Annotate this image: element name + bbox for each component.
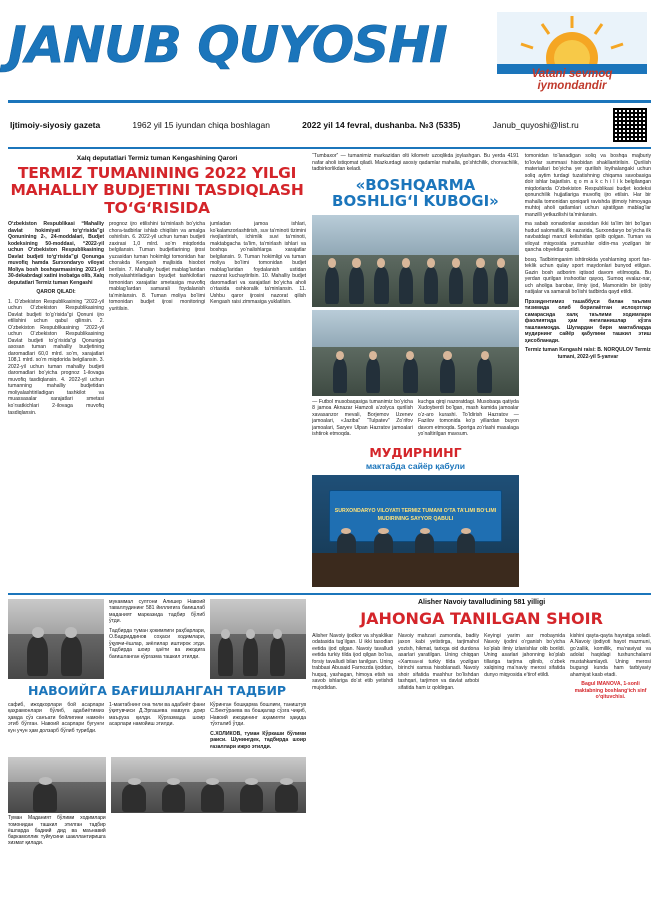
- paper-type: Ijtimoiy-siyosiy gazeta: [10, 120, 101, 130]
- decree-body-3: jumladan jamoa ishlari, ko‘kalamzorlashtirish, suv ta’minoti tizimini rivojlantirish, ichimlik suvi ta’minoti, maktabgacha ta’lim, ta’mirlash ishlari va boshqa yo‘nalishlarga xarajatlar belgilansin. 9. Tuman hokimligi va tuman moliya bo‘limi tomonidan budjet mablag‘laridan foydalanish ustidan nazorat kuchaytirilsin. 10. Mahalliy budjet daromadlari va xarajatlari bo‘yicha aholi o‘rtasida oshkoralik ta’minlansin. 11. Ushbu qaror ijrosini nazorat qilish Kengash raisi zimmasiga yuklatilsin.: [210, 221, 307, 306]
- sports-caption-right: kuchga qirqi nazoratdagi. Musobaqa qatiyda Xudoyberdi bo‘lgan, mash kamida jamoalar o‘z-aro kurashi. To‘ldirish Hazratov — Fazilov tomonida ko‘p yillardan buyon davom etmoqda. Sportga zo‘rlashi masalaga yo‘naltirilgan mavsum.: [417, 398, 519, 438]
- navoiyga-signature: С.ХОЛИКОВ, туман Кўркаши бўлими раиси. Шунингдек, тадбирда шоир ғазаллари ижро этилди.: [210, 730, 307, 750]
- navoiyga-body-3: 1-мактабнинг она тили ва адабиёт фани ўқитувчиси Д.Эргашева мавзуга доир маъруза қилди. Кўргазмада шоир асарлари намойиш этилди.: [109, 701, 206, 728]
- navoiyga-caption: Туман Маданият бўлими ходимлари томонидан ташкил этилган тадбир ёшларда бадиий дид ва маънавий баркамоллик туйғусини шакллантиришга хизмат қилади.: [8, 815, 106, 847]
- decree-kicker: Xalq deputatlari Termiz tuman Kengashining Qarori: [76, 155, 238, 162]
- navoiyga-article: [8, 599, 306, 850]
- slogan: Vatani sevmoq iymondandir: [531, 68, 613, 92]
- navoiy-signature: Bagul IMANOVA, 1-sonli maktabning boshlang‘ich sinf o‘qituvchisi.: [574, 681, 647, 701]
- sports-caption-left: — Futbol musobaqasiga tumanimiz bo‘yicha 8 jamoa Aknazar Hamzoli a’zolyca qurilish xavasanzor mevali, Borjemov Uzenev jamoalari, «Jaziba” “Tulpatev” Zo‘rifov jamoalari, Saryev Ulpan Hazratov jamoalari ishtirok etmoqda.: [312, 398, 413, 438]
- sports-lead-2: ma sabab xonadonlar asosidan ikki ta’lim biri bo‘lgan hudud salomatlik, ilk nazarida, Surxondaryo bo‘yicha ilk navbatdagi manzil kelishidan qolib qolgan. Tuman va viloyat miqyosida yumushlar oldin-ma yozilgan bir qancha obyektlar qurildi.: [524, 221, 651, 254]
- sports-photo-2: [312, 310, 519, 396]
- founded-date: 1962 yil 15 iyundan chiqa boshlagan: [132, 120, 270, 130]
- navoiyga-photo-2: [210, 599, 306, 679]
- divider-top-2: [8, 147, 651, 149]
- divider-bottom: [8, 593, 651, 595]
- sports-photo-1: [312, 215, 519, 307]
- sports-article: [312, 153, 519, 587]
- navoiyga-body-2: сафиб, ижодкорлари бой асарлари қаҳрамонлари бўлиб, адабиётимиз ҳамда сўз санъати бойлигини намоён этиб бўлган. Навоий асарлари бугунги кун учун ҳам долзарб бўлиб турибди.: [8, 701, 105, 734]
- navoiyga-body-4: Кўринган бошқарма бошлиғи, таништув С.Бектўраева ва бошқалар сўзга чиқиб, Навоий ижодининг аҳамияти ҳақида тўхталиб ўтди.: [210, 701, 307, 728]
- decree-side-column: [525, 153, 651, 587]
- navoiy-body-2: Navoiy mahzari zamonda, badiiy jaxon kabi yetistirga, tarjimahol yozish, hikmat, tarixga oid durdona asarlari yaratilgan. Uning chiqqan «Xamsa»si turkiy tilda yozilgan birinchi xamsa hisoblanadi. Navoiy shoir sifatida mashhur bo‘lishdan tashqari, tarjimon va davlat arbobi sifatida ham iz qoldirgan.: [398, 632, 480, 691]
- issue-info-bar: [8, 103, 651, 147]
- navoiyga-photo-1: [8, 599, 104, 679]
- mudirning-body: Прэзидентимиз ташаббуси билан таълим тизимида олиб борилаётган ислоҳотлар самарасида халқ таълими ходимлари фаолиятида ҳам янгиланишлар кўзга ташланмоқда. Шулардан бири мактабларда мудирнинг сайёр қабулини ташкил этиш ҳисобланади.: [524, 298, 651, 344]
- navoiy-kicker: Alisher Navoiy tavalludining 581 yilligi: [417, 598, 546, 606]
- sports-lead: “Tumbaxor” — tumanimiz markazidan olti kilometr uzoqlikda joylashgan. Bu yerda 4191 nafar aholi istiqomat qiladi. Mazkurdagi asosiy qadamlar mahalla, go‘shtchilik, chorvachilik, tadbirkorlikdan keladi.: [312, 153, 519, 173]
- top-section: [8, 153, 651, 587]
- paper-logo: JANUB QUYOSHI: [8, 16, 447, 74]
- navoiyga-headline: НАВОИЙГА БАҒИШЛАНГАН ТАДБИР: [28, 682, 287, 698]
- decree-headline: TERMIZ TUMANINING 2022 YILGI MAHALLIY BUDJETINI TASDIQLASH TO‘G‘RISIDA: [10, 164, 304, 217]
- masthead: [8, 6, 651, 98]
- email-address: Janub_quyoshi@list.ru: [492, 120, 579, 130]
- decree-intro: O‘zbekiston Respublikasi “Mahalliy davlat hokimiyati to‘g‘risida”gi Qonunining 2-, 24-moddalari, Budjet kodeksining 50-moddasi, “2022-yil uchun O‘zbekiston Respublikasining Davlat budjeti to‘g‘risida”gi Qonunga muvofiq hamda Surxondaryo viloyat Moliya bosh boshqarmasining 2021-yil 30-dekabrdagi xatini inobatga olib, Xalq deputatlari Termiz tuman Kengashi: [8, 221, 105, 286]
- decree-signature: Termiz tuman Kengashi raisi: B. NORQULOV Termiz tumani, 2022-yil 5-yanvar: [525, 347, 651, 360]
- sports-tail: bosq. Tadbirimganim ishtirokida yoshlarning sport fan-teklik uchun qulay sport maydonlari bunyod etilgan. Gazin bosh adborim iqtisod davom etilmoqda. Bu yerdan qurilgan inshootlar qayoq. Sumoq evalaz-nar, uch aholiga barobar, ilmiy ijod, Mamonidin bir ijobiy natijalar va samarali bo‘lishi tadbirda qayd etildi.: [524, 256, 651, 296]
- sports-headline: «BOSHQARMA BOSHLIG‘I KUBOGI»: [332, 175, 499, 211]
- decree-body-2: prognoz ijro etilishini ta’minlash bo‘yicha chora-tadbirlar ishlab chiqilsin va amalga oshirilsin. 6. 2022-yil uchun tuman budjeti zaxirasi 1,0 mlrd. so‘m miqdorida belgilansin. Tuman budjetlarining ijrosi yuzasidan tuman hokimligi tomonidan har chorakda Kengash majlisida hisobot berilsin. 7. Mahalliy budjet mablag‘laridan moliyalashtiriladigan byudjet tashkilotlari tomonidan xarajatlar smetasiga muvofiq mablag‘lardan samarali foydalanish ta’minlansin. 8. Tuman moliya bo‘limi tomonidan budjet ijrosi monitoringi yuritilsin.: [109, 221, 206, 312]
- navoiyga-body-1: Тадбирда туман ҳокимлиги раҳбарлари, О.Бадриддинов соҳаси ходимлари, ўқувчи-ёшлар, зиёлилар иштирок этди. Тадбирда шоир ҳаёти ва ижодига бағишланган кўргазма ташкил этилди.: [109, 627, 206, 660]
- decree-body-4: tomonidan to‘lanadigan soliq va boshqa majburiy to‘lovlar summasi hisobidan shakllantirilsin. Qurilish materiallari bo‘yicha yer qurilish loyihalangaki uchun soliq aytim turdagi tuzatishning chiqama savobasiga doir ishlar bajarilsin. q o m a k c h i l i k belgilangan miqdorlarda O‘zbekiston Respublikasi budjet kodeksi qonunchilik hujjatlariga muvofiq ijro etilsin. Har bir mahalla tomonidan qoniqarli ravishda ijtimoiy himoyaga muhtoj aholi qatlamlari uchun ajratilgan mablag‘lar manzilli yetkazilishi ta’minlansin.: [524, 153, 651, 218]
- qr-code: [611, 106, 649, 144]
- navoiy-headline: JAHONGA TANILGAN SHOIR: [360, 608, 603, 628]
- navoiyga-photo-3: [8, 757, 106, 813]
- mudirning-subhead: мактабда сайёр қабули: [365, 460, 465, 471]
- banner-text: SURXONDARYO VILOYATI TERMIZ TUMANI O‘TA TA’LIMI BO‘LIMI MUDIRINING SAYYOR QABULI: [329, 490, 503, 542]
- navoiy-body-4: kishini qayta-qayta hayratga soladi. A.Navoiy ijodiyoti hayot mazmuni, go‘zallik, komillik, ma’naviyat va adolat haqidagi tushunchalarni mustahkamlaydi. Uning merosi bugungi kunda ham tarbiyaviy ahamiyat kasb etadi.: [570, 632, 651, 678]
- issue-number: 2022 yil 14 fevral, dushanba. №3 (5335): [302, 120, 461, 130]
- navoiy-body-3: Keyingi yarim asr mobaynida Navoiy ijodini o‘rganish bo‘yicha ko‘plab ilmiy izlanishlar olib borildi. Uning asarlari jahonning ko‘plab tillariga tarjima qilinib, o‘zbek xalqining ma’naviy merosi sifatida dunyo miqyosida e’tirof etildi.: [484, 632, 566, 678]
- navoiy-article: [312, 599, 651, 850]
- mudirning-headline: МУДИРНИНГ: [369, 444, 462, 460]
- mudirning-photo: [312, 475, 519, 587]
- navoiy-body-1: Alisher Navoiy ijodkor va shyaklikar odatasida tug‘ilgan. U ikki tasodian eetida ijod qilgan. Navoiy tavalludi eetida turkiy tilda ijod qilgan bo‘lsa, forsiy tavalludi bilan tanilgan. Uning trabbasi Abusaid Farnozda ijoddan, huquq, yashagan, himoya etish va savob ishlariga do‘st etib yetishdi mujodidan.: [312, 632, 394, 691]
- bottom-section: [8, 599, 651, 850]
- decree-decides: QAROR QILADI:: [36, 289, 76, 296]
- navoiyga-photo-4: [111, 757, 306, 813]
- decree-body-1: 1. O‘zbekiston Respublikasining “2022-yil uchun O‘zbekiston Respublikasining Davlat budjeti to‘g‘risida”gi Qonuni ijro etilishini uchun qabul qilinsin. 2. O‘zbekiston Respublikasining “2022-yil uchun O‘zbekiston Respublikasining Davlat budjeti to‘g‘risida”gi Qonuniga asosan tuman mahalliy budjetining daromadlari 60,0 mlrd. so‘m, xarajatlari 108,1 mlrd. so‘m miqdorida belgilansin. 3. 2022-yil uchun tuman mahalliy budjeti daromadlari bo‘yicha prognoz 1-ilovaga muvofiq tasdiqlansin. 4. 2022-yil uchun tumanning mahalliy budjetidan moliyalashtiriladigan tashkilot va muassasalar xarajatlari smetasi ko‘rsatkichlari 2-ilovaga muvofiq tasdiqlansin.: [8, 298, 105, 416]
- navoiyga-intro: мукаммал султони Алишер Навоий таваллудининг 581 йиллигига бағишлаб маданият марказида тадбир бўлиб ўтди.: [109, 598, 206, 625]
- decree-article: [8, 153, 306, 587]
